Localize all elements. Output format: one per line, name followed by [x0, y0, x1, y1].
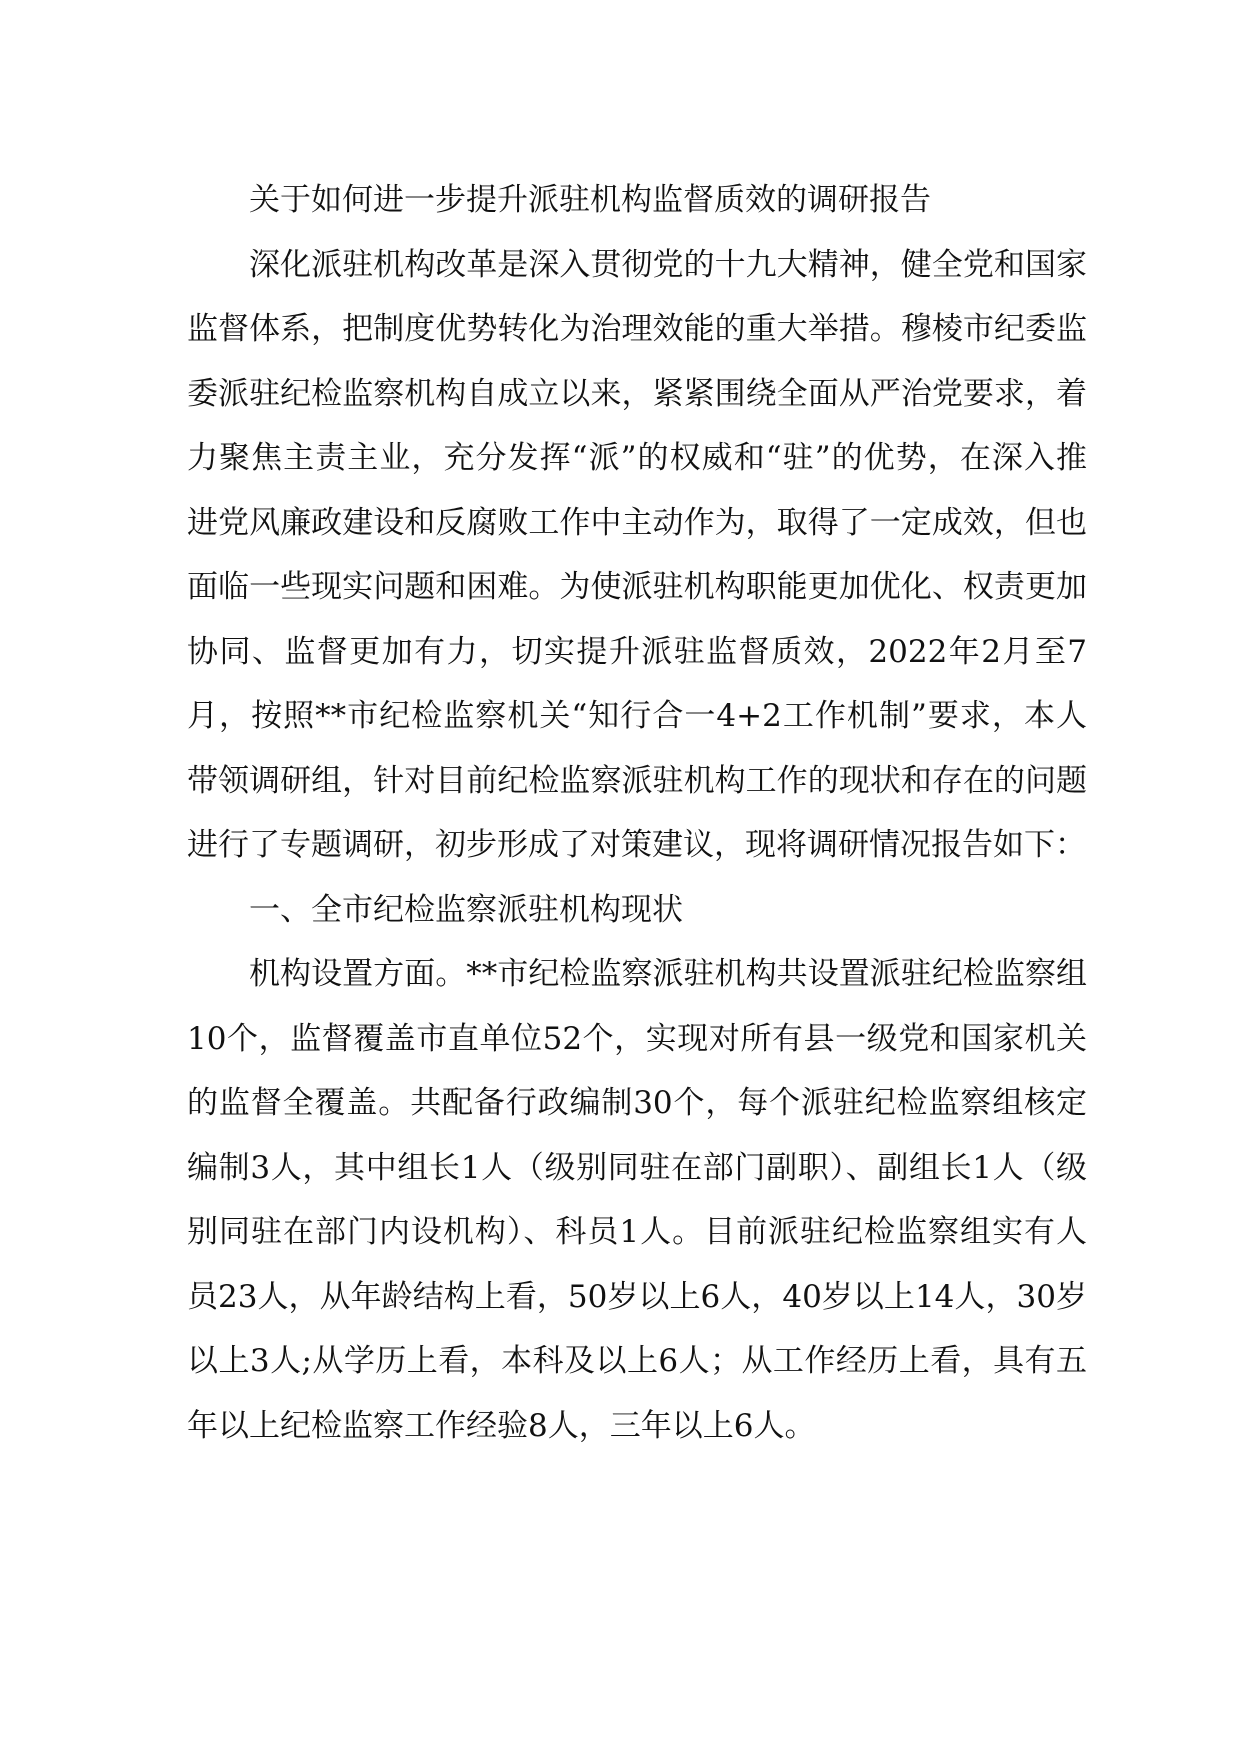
- document-body: [187, 168, 1087, 1458]
- section-heading: 一、全市纪检监察派驻机构现状: [249, 891, 683, 928]
- section-paragraph: 机构设置方面。**市纪检监察派驻机构共设置派驻纪检监察组10个，监督覆盖市直单位52个，实现对所有县一级党和国家机关的监督全覆盖。共配备行政编制30个，每个派驻纪检监察组核定编制3人，其中组长1人（级别同驻在部门副职）、副组长1人（级别同驻在部门内设机构）、科员1人。目前派驻纪检监察组实有人员23人，从年龄结构上看，50岁以上6人，40岁以上14人，30岁以上3人;从学历上看，本科及以上6人；从工作经历上看，具有五年以上纪检监察工作经验8人，三年以上6人。: [187, 956, 1087, 1444]
- document-title: 关于如何进一步提升派驻机构监督质效的调研报告: [249, 182, 931, 218]
- intro-paragraph: 深化派驻机构改革是深入贯彻党的十九大精神，健全党和国家监督体系，把制度优势转化为治理效能的重大举措。穆棱市纪委监委派驻纪检监察机构自成立以来，紧紧围绕全面从严治党要求，着力聚焦主责主业，充分发挥“派”的权威和“驻”的优势，在深入推进党风廉政建设和反腐败工作中主动作为，取得了一定成效，但也面临一些现实问题和困难。为使派驻机构职能更加优化、权责更加协同、监督更加有力，切实提升派驻监督质效，2022年2月至7月，按照**市纪检监察机关“知行合一4+2工作机制”要求，本人带领调研组，针对目前纪检监察派驻机构工作的现状和存在的问题进行了专题调研，初步形成了对策建议，现将调研情况报告如下：: [187, 246, 1087, 863]
